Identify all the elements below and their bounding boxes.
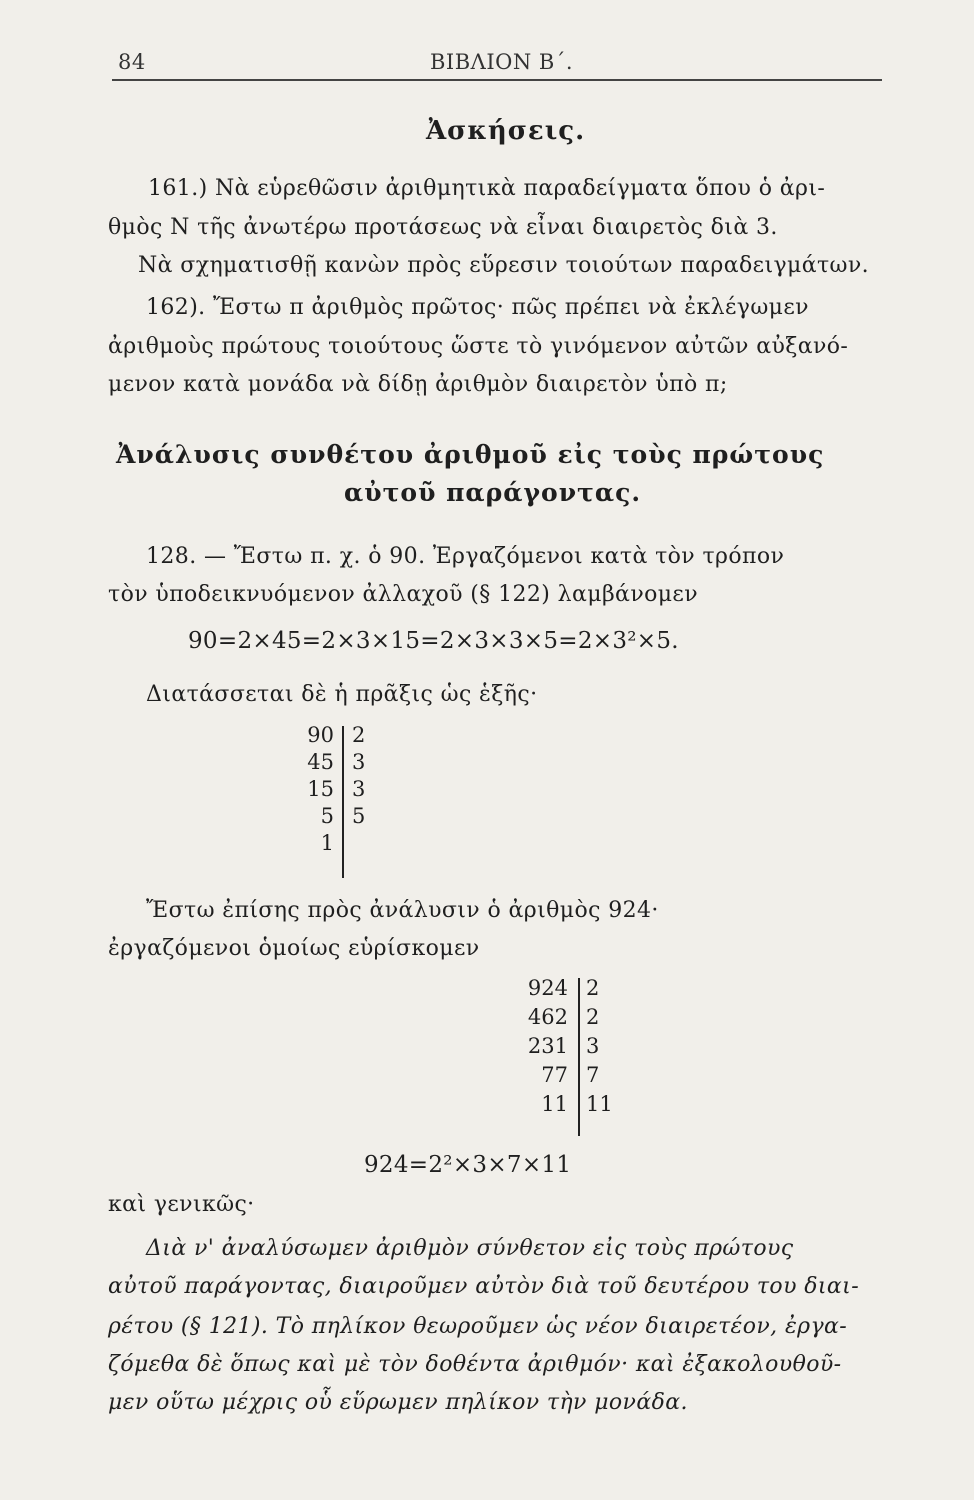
divisor-value: 7 xyxy=(586,1063,600,1087)
rule-line-1: Διὰ ν' ἀναλύσωμεν ἀριθμὸν σύνθετον εἰς τοὺς πρώτους xyxy=(146,1236,794,1261)
divisor-column xyxy=(586,974,613,1119)
division-table-90 xyxy=(292,722,392,882)
dividend-value: 924 xyxy=(527,976,568,1000)
divisor-column xyxy=(352,722,365,830)
exercise-162-line-2: ἀριθμοὺς πρώτους τοιούτους ὥστε τὸ γινόμενον αὐτῶν αὐξανό- xyxy=(108,334,849,359)
arrangement-intro: Διατάσσεται δὲ ἡ πρᾶξις ὡς ἑξῆς· xyxy=(146,682,538,707)
dividend-value: 5 xyxy=(320,804,334,828)
divisor-value: 3 xyxy=(352,777,366,801)
divisor-value: 3 xyxy=(586,1034,600,1058)
general-label: καὶ γενικῶς· xyxy=(108,1192,255,1217)
dividend-value: 11 xyxy=(541,1092,568,1116)
divisor-value: 5 xyxy=(352,804,366,828)
paragraph-128-line-1: 128. — Ἔστω π. χ. ὁ 90. Ἐργαζόμενοι κατὰ τὸν τρόπον xyxy=(146,544,785,569)
section-title-line-2: αὐτοῦ παράγοντας. xyxy=(344,478,642,507)
rule-line-5: μεν οὕτω μέχρις οὗ εὕρωμεν πηλίκον τὴν μονάδα. xyxy=(108,1390,688,1415)
dividend-value: 77 xyxy=(541,1063,568,1087)
rule-line-4: ζόμεθα δὲ ὅπως καὶ μὲ τὸν δοθέντα ἀριθμόν· καὶ ἐξακολουθοῦ- xyxy=(108,1352,842,1377)
section-title-line-1: Ἀνάλυσις συνθέτου ἀριθμοῦ εἰς τοὺς πρώτους xyxy=(116,440,825,469)
divisor-value: 3 xyxy=(352,750,366,774)
rule-line-2: αὐτοῦ παράγοντας, διαιροῦμεν αὐτὸν διὰ τοῦ δευτέρου του διαι- xyxy=(108,1274,860,1299)
dividend-value: 45 xyxy=(307,750,334,774)
divisor-value: 2 xyxy=(586,976,600,1000)
divisor-value: 2 xyxy=(352,723,366,747)
dividend-value: 15 xyxy=(307,777,334,801)
header-rule xyxy=(112,79,882,81)
running-title: ΒΙΒΛΙΟΝ Β΄. xyxy=(430,50,573,74)
division-bar xyxy=(342,726,344,878)
dividend-value: 462 xyxy=(527,1005,568,1029)
paragraph-924-line-1: Ἔστω ἐπίσης πρὸς ἀνάλυσιν ὁ ἀριθμὸς 924· xyxy=(146,898,659,923)
dividend-column xyxy=(292,722,334,857)
paragraph-128-line-2: τὸν ὑποδεικνυόμενον ἀλλαχοῦ (§ 122) λαμβάνομεν xyxy=(108,582,699,607)
exercise-161-line-2: θμὸς N τῆς ἀνωτέρω προτάσεως νὰ εἶναι διαιρετὸς διὰ 3. xyxy=(108,215,778,240)
factorization-equation-90: 90=2×45=2×3×15=2×3×3×5=2×3²×5. xyxy=(188,628,679,654)
dividend-value: 90 xyxy=(307,723,334,747)
dividend-value: 231 xyxy=(527,1034,568,1058)
division-bar xyxy=(578,978,580,1136)
paragraph-924-line-2: ἐργαζόμενοι ὁμοίως εὑρίσκομεν xyxy=(108,936,480,961)
exercise-162-line-3: μενον κατὰ μονάδα νὰ δίδῃ ἀριθμὸν διαιρετὸν ὑπὸ π; xyxy=(108,372,728,397)
dividend-column xyxy=(506,974,568,1119)
factorization-equation-924: 924=2²×3×7×11 xyxy=(364,1152,572,1178)
dividend-value: 1 xyxy=(320,831,334,855)
division-table-924 xyxy=(506,974,646,1139)
exercise-162-line-1: 162). Ἔστω π ἀριθμὸς πρῶτος· πῶς πρέπει νὰ ἐκλέγωμεν xyxy=(146,295,809,320)
divisor-value: 11 xyxy=(586,1092,613,1116)
exercise-161-line-3: Νὰ σχηματισθῇ κανὼν πρὸς εὕρεσιν τοιούτων παραδειγμάτων. xyxy=(138,253,870,278)
page-number: 84 xyxy=(118,50,146,74)
rule-line-3: ρέτου (§ 121). Τὸ πηλίκον θεωροῦμεν ὡς νέον διαιρετέον, ἐργα- xyxy=(108,1314,848,1339)
divisor-value: 2 xyxy=(586,1005,600,1029)
exercise-161-line-1: 161.) Νὰ εὑρεθῶσιν ἀριθμητικὰ παραδείγματα ὅπου ὁ ἀρι- xyxy=(148,176,826,201)
exercises-heading: Ἀσκήσεις. xyxy=(426,116,586,146)
